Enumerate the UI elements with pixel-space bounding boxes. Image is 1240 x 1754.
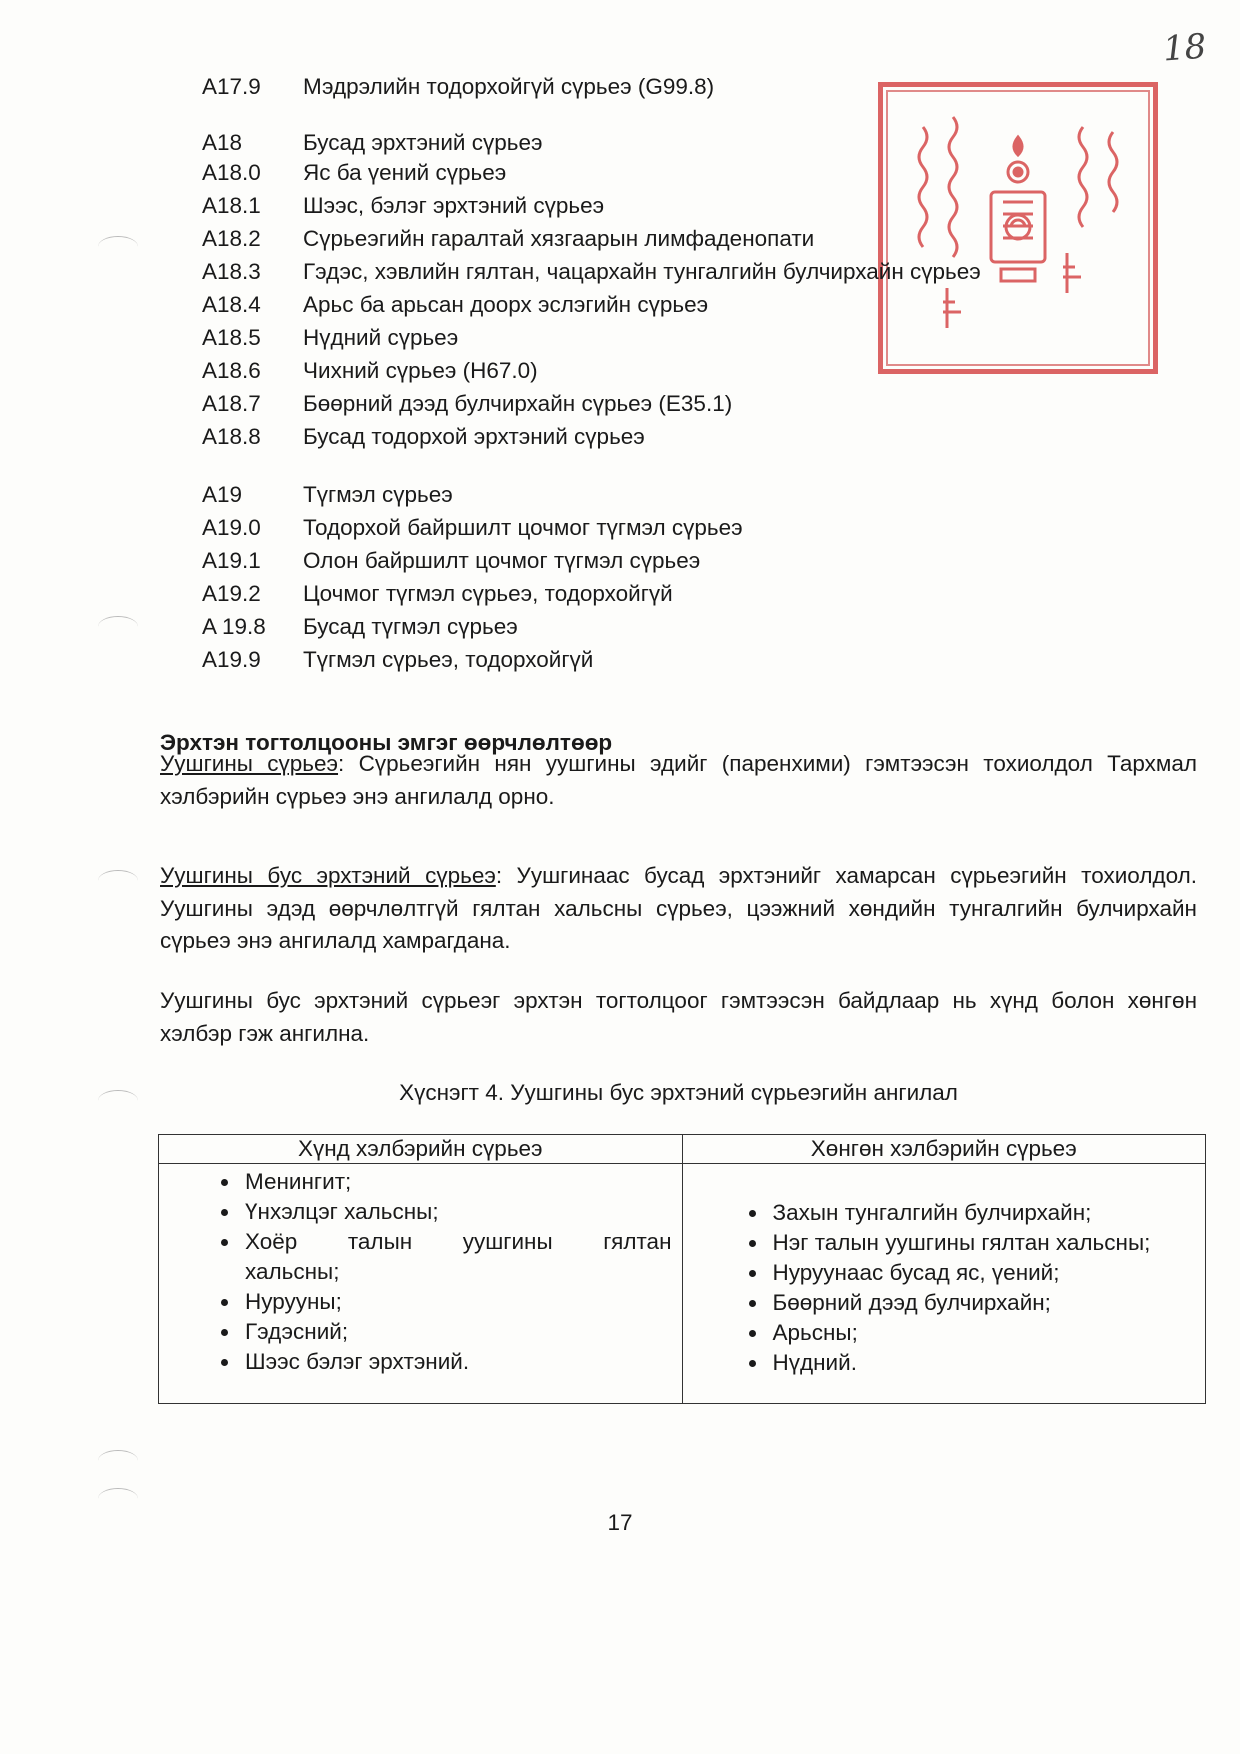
code-description: Яс ба үений сүрьеэ	[303, 160, 507, 185]
code-description: Чихний сүрьеэ (H67.0)	[303, 358, 538, 383]
code: A18.8	[202, 424, 261, 449]
code: A18.0	[202, 160, 261, 185]
official-stamp	[878, 82, 1158, 374]
code: A18.1	[202, 193, 261, 218]
punch-hole-mark	[98, 870, 138, 891]
paragraph-text: : Сүрьеэгийн нян уушгины эдийг (паренхими) гэмтээсэн тохиолдол Тархмал хэлбэрийн сүрьеэ энэ ангилалд орно.	[160, 751, 1198, 809]
term-extrapulmonary-tb: Уушгины бус эрхтэний сүрьеэ	[160, 863, 496, 888]
section-heading: Эрхтэн тогтолцооны эмгэг өөрчлөлтөөр	[160, 730, 613, 755]
code-description: Түгмэл сүрьеэ, тодорхойгүй	[303, 647, 594, 672]
code: A 19.8	[202, 614, 266, 639]
list-item: • Нуруунаас бусад яс, үений;	[769, 1258, 1206, 1288]
list-item: • Хоёр талын уушгины гялтан хальсны;	[241, 1227, 672, 1287]
code-description: Сүрьеэгийн гаралтай хязгаарын лимфаденопати	[303, 226, 815, 251]
code-description: Цочмог түгмэл сүрьеэ, тодорхойгүй	[303, 581, 673, 606]
column-header-mild: Хөнгөн хэлбэрийн сүрьеэ	[682, 1135, 1206, 1164]
table-caption: Хүснэгт 4. Уушгины бус эрхтэний сүрьеэгийн ангилал	[399, 1080, 958, 1105]
code: A18.4	[202, 292, 261, 317]
code: A18.3	[202, 259, 261, 284]
code: A18.2	[202, 226, 261, 251]
code-description: Бусад түгмэл сүрьеэ	[303, 614, 518, 639]
severe-forms-cell	[159, 1164, 683, 1404]
code: A19.2	[202, 581, 261, 606]
punch-hole-mark	[98, 1450, 138, 1471]
mild-forms-cell	[682, 1164, 1206, 1404]
code-description: Мэдрэлийн тодорхойгүй сүрьеэ (G99.8)	[303, 74, 715, 99]
code: A19.9	[202, 647, 261, 672]
code: A18.7	[202, 391, 261, 416]
table-row	[159, 1164, 1206, 1404]
code-description: Бөөрний дээд булчирхайн сүрьеэ (E35.1)	[303, 391, 733, 416]
severe-forms-list	[159, 1164, 682, 1377]
code: A19.1	[202, 548, 261, 573]
code-description: Гэдэс, хэвлийн гялтан, чацархайн тунгалгийн булчирхайн сүрьеэ	[303, 259, 981, 284]
paragraph-classification: Уушгины бус эрхтэний сүрьеэг эрхтэн тогтолцоог гэмтээсэн байдлаар нь хүнд болон хөнгөн хэлбэр гэж ангилна.	[160, 988, 1197, 1046]
list-item: • Гэдэсний;	[241, 1317, 672, 1347]
list-item: • Захын тунгалгийн булчирхайн;	[769, 1198, 1206, 1228]
code: A18.5	[202, 325, 261, 350]
state-seal-icon	[883, 87, 1153, 369]
page-number: 17	[607, 1510, 633, 1535]
mild-forms-list	[683, 1164, 1206, 1378]
code-description: Бусад эрхтэний сүрьеэ	[303, 130, 543, 155]
paragraph-extrapulmonary-tb	[160, 860, 1197, 958]
code-description: Арьс ба арьсан доорх эслэгийн сүрьеэ	[303, 292, 709, 317]
punch-hole-mark	[98, 1488, 138, 1509]
paragraph-text: : Уушгинаас бусад эрхтэнийг хамарсан сүрьеэгийн тохиолдол. Уушгины эдэд өөрчлөлтгүй гялтан хальсны сүрьеэ, цээжний хөндийн тунгалгийн булчирхайн сүрьеэ энэ ангилалд хамрагдана.	[160, 863, 1197, 953]
table-header-row	[159, 1135, 1206, 1164]
code-description: Бусад тодорхой эрхтэний сүрьеэ	[303, 424, 645, 449]
code-description: Нүдний сүрьеэ	[303, 325, 459, 350]
code-description: Олон байршилт цочмог түгмэл сүрьеэ	[303, 548, 701, 573]
code: A18	[202, 130, 243, 155]
code: A18.6	[202, 358, 261, 383]
list-item: • Менингит;	[241, 1167, 672, 1197]
code: A19	[202, 482, 243, 507]
punch-hole-mark	[98, 1090, 138, 1111]
handwritten-page-number: 18	[1161, 26, 1208, 70]
list-item: • Арьсны;	[769, 1318, 1206, 1348]
code-description: Шээс, бэлэг эрхтэний сүрьеэ	[303, 193, 605, 218]
code-description: Тодорхой байршилт цочмог түгмэл сүрьеэ	[303, 515, 743, 540]
list-item: • Шээс бэлэг эрхтэний.	[241, 1347, 672, 1377]
list-item: • Нурууны;	[241, 1287, 672, 1317]
column-header-severe: Хүнд хэлбэрийн сүрьеэ	[159, 1135, 683, 1164]
code: A19.0	[202, 515, 261, 540]
code: A17.9	[202, 74, 261, 99]
punch-hole-mark	[98, 236, 138, 257]
list-item: • Бөөрний дээд булчирхайн;	[769, 1288, 1206, 1318]
code-description: Түгмэл сүрьеэ	[303, 482, 453, 507]
list-item: • Үнхэлцэг хальсны;	[241, 1197, 672, 1227]
list-item: • Нүдний.	[769, 1348, 1206, 1378]
paragraph-pulmonary-tb	[160, 748, 1197, 813]
classification-table	[158, 1134, 1206, 1404]
list-item: • Нэг талын уушгины гялтан хальсны;	[769, 1228, 1206, 1258]
term-pulmonary-tb: Уушгины сүрьеэ	[160, 751, 339, 776]
punch-hole-mark	[98, 616, 138, 637]
